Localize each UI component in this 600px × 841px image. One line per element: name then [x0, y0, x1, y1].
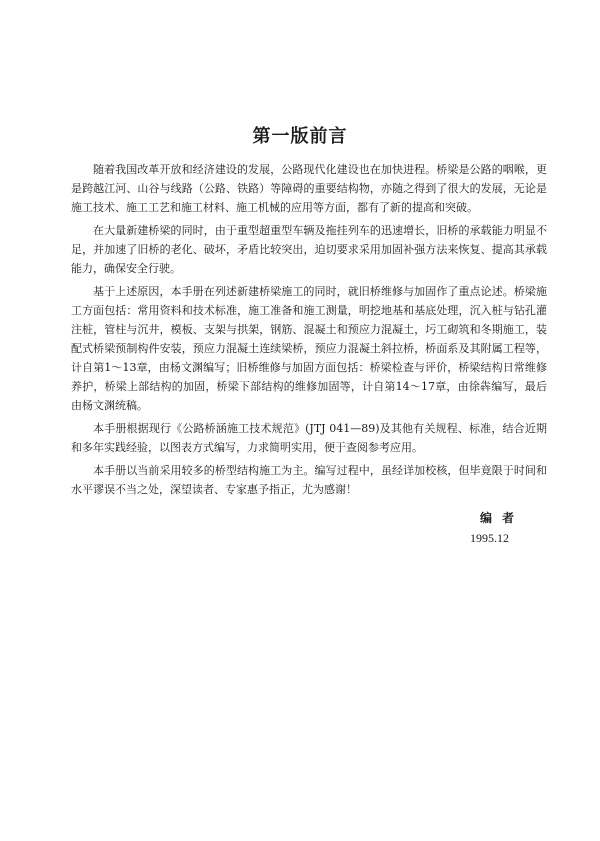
paragraph-3: 基于上述原因，本手册在列述新建桥梁施工的同时，就旧桥维修与加固作了重点论述。桥梁施工方面包括：常用资料和技术标准，施工准备和施工测量，明挖地基和基底处理，沉入桩与钻孔灌注桩，管柱与沉井，模板、支架与拱架，钢筋、混凝土和预应力混凝土，圬工砌筑和冬期施工，装配式桥梁预制构件安装，预应力混凝土连续梁桥，预应力混凝土斜拉桥，桥面系及其附属工程等，计自第1～13章，由杨文渊编写；旧桥维修与加固方面包括：桥梁检查与评价，桥梁结构日常维修养护，桥梁上部结构的加固，桥梁下部结构的维修加固等，计自第14～17章，由徐犇编写，最后由杨文渊统稿。 [71, 285, 547, 412]
paragraph-2: 在大量新建桥梁的同时，由于重型超重型车辆及拖挂列车的迅速增长，旧桥的承载能力明显不足，并加速了旧桥的老化、破坏，矛盾比较突出，迫切要求采用加固补强方法来恢复、提高其承载能力，确保安全行驶。 [71, 224, 547, 275]
signature-block [470, 508, 550, 548]
preface-body [71, 160, 547, 503]
signature-date: 1995.12 [470, 531, 509, 545]
paragraph-4: 本手册根据现行《公路桥涵施工技术规范》(JTJ 041—89)及其他有关规程、标准，结合近期和多年实践经验，以图表方式编写，力求简明实用，便于查阅参考应用。 [71, 422, 547, 454]
signature-author: 编者 [480, 511, 525, 525]
paragraph-1: 随着我国改革开放和经济建设的发展，公路现代化建设也在加快进程。桥梁是公路的咽喉，更是跨越江河、山谷与线路（公路、铁路）等障碍的重要结构物，亦随之得到了很大的发展，无论是施工技术、施工工艺和施工材料、施工机械的应用等方面，都有了新的提高和突破。 [71, 163, 547, 214]
paragraph-5: 本手册以当前采用较多的桥型结构施工为主。编写过程中，虽经详加校核，但毕竟限于时间和水平谬误不当之处，深望读者、专家惠予指正，尤为感谢！ [71, 464, 547, 496]
page-title: 第一版前言 [252, 126, 348, 147]
